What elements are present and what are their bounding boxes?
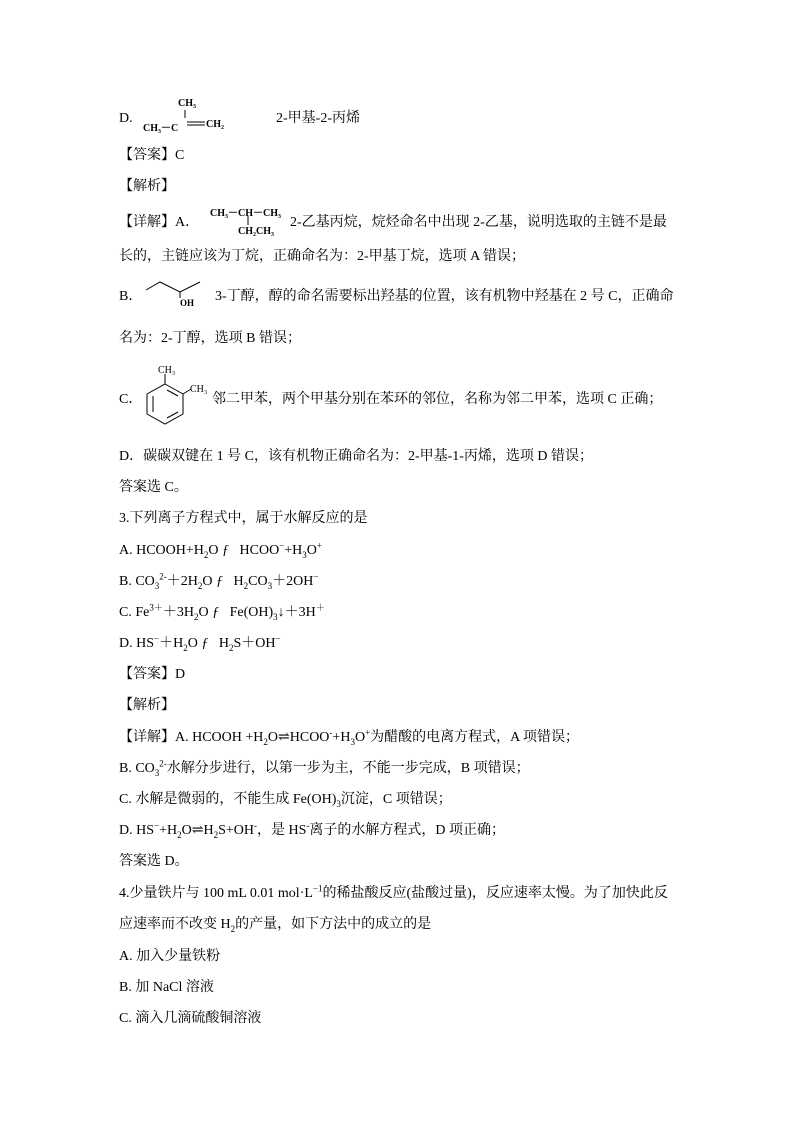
- detail-c-prefix: C．: [119, 392, 143, 407]
- detail-b-text2: 名为：2-丁醇，选项 B 错误；: [119, 331, 301, 346]
- q4-stem-line2: 应速率而不改变 $H_2$的产量，如下方法中的成立的是: [119, 917, 432, 934]
- ch3-b-label: CH₃: [190, 384, 208, 395]
- detail-a-prefix: 【详解】A．: [119, 215, 200, 230]
- q3-explain-a: 【详解】A. HCOOH $+H_2O\rightleftharpoons HCOO^-+H_3O^+$为醋酸的电离方程式，A 项错误；: [119, 727, 579, 747]
- bond-vertical: [183, 110, 187, 118]
- final-answer-c: 答案选 C。: [119, 480, 188, 495]
- option-d-name: 2-甲基-2-丙烯: [276, 111, 360, 126]
- detail-a-branch-bond: [246, 216, 250, 225]
- ch3-a-label: CH₃: [158, 365, 176, 376]
- detail-a-struct-bottom: CH₂CH₃: [238, 226, 274, 237]
- q3-final: 答案选 D。: [119, 854, 189, 869]
- q3-explain-b: B. $CO_3^{2-}$水解分步进行，以第一步为主，不能一步完成，B 项错误；: [119, 758, 530, 778]
- q3-explain-d: D. $HS^-+H_2O\rightleftharpoons H_2S+OH^-$，是 HS-离子的水解方程式，D 项正确；: [119, 820, 505, 840]
- q4-option-b: B. 加 NaCl 溶液: [119, 980, 214, 995]
- detail-a-text: 2-乙基丙烷，烷烃命名中出现 2-乙基，说明选取的主链不是最: [290, 215, 667, 230]
- detail-a-text2: 长的，主链应该为丁烷，正确命名为：2-甲基丁烷，选项 A 错误；: [119, 249, 525, 264]
- analysis-heading: 【解析】: [119, 179, 175, 194]
- q3-option-d: D. $HS^-+H_2O$ ƒ $H_2S+OH^-$: [119, 633, 281, 653]
- q3-analysis-heading: 【解析】: [119, 698, 175, 713]
- q3-option-b: B. $CO_3^{2-}+2H_2O$ ƒ $H_2CO_3+2OH^-$: [119, 571, 319, 591]
- q3-option-c: C. $Fe^{3+}+3H_2O$ ƒ $Fe(OH)_3↓+3H^+$: [119, 602, 325, 622]
- left-group: CH₃－C: [143, 123, 179, 134]
- butanol-skeletal-structure: [146, 276, 206, 298]
- q4-option-a: A. 加入少量铁粉: [119, 949, 221, 964]
- answer-c: 【答案】C: [119, 148, 185, 163]
- detail-b-text: 3-丁醇，醇的命名需要标出羟基的位置，该有机物中羟基在 2 号 C，正确命: [215, 289, 674, 304]
- q3-explain-c: C. 水解是微弱的，不能生成 $Fe(OH)_3$沉淀，C 项错误；: [119, 792, 452, 809]
- q4-stem-line1: 4.少量铁片与 100 mL 0.01 $mol\cdot L^{-1}$的稀盐酸反应(盐酸过量)，反应速率太慢。为了加快此反: [119, 883, 668, 901]
- detail-a-struct-top: CH₃－CH－CH₃: [210, 208, 281, 219]
- double-bond: [187, 121, 205, 127]
- detail-b-prefix: B．: [119, 289, 143, 304]
- ch3-top-label: CH₃: [178, 98, 196, 109]
- right-group: CH₂: [206, 119, 224, 130]
- q4-option-c: C. 滴入几滴硫酸铜溶液: [119, 1011, 262, 1026]
- q3-option-a: A. $HCOOH+H_2O$ ƒ $HCOO^-+H_3O^+$: [119, 540, 322, 560]
- detail-d: D．碳碳双键在 1 号 C，该有机物正确命名为：2-甲基-1-丙烯，选项 D 错误；: [119, 449, 594, 464]
- detail-c-text: 邻二甲苯，两个甲基分别在苯环的邻位，名称为邻二甲苯，选项 C 正确；: [212, 392, 663, 407]
- oh-label: OH: [180, 298, 195, 308]
- o-xylene-benzene-ring: [145, 372, 195, 424]
- option-d-label: D.: [119, 111, 133, 126]
- q3-stem: 3.下列离子方程式中，属于水解反应的是: [119, 511, 368, 526]
- q3-answer: 【答案】D: [119, 667, 186, 682]
